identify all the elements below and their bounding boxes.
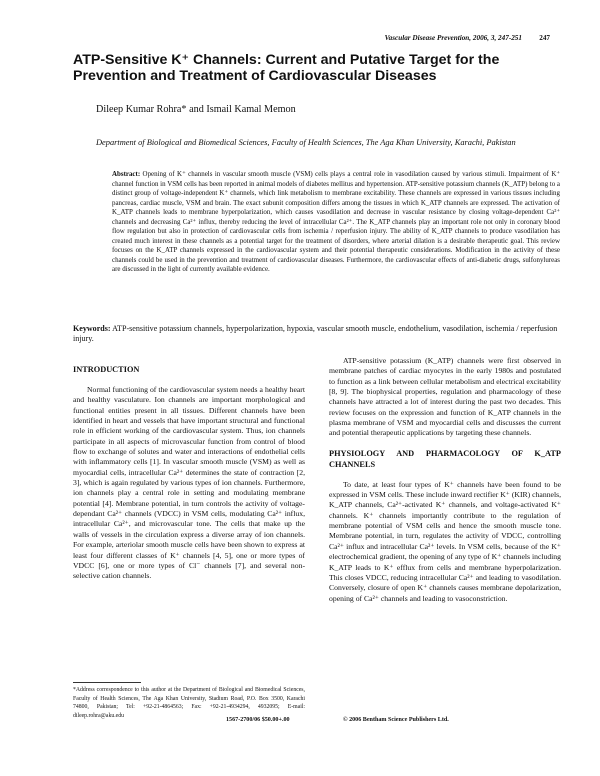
katp-intro-paragraph: ATP-sensitive potassium (K_ATP) channels were first observed in membrane patches of cardiac myocytes in the early 1980s and postulated to function as a link between cellular metabolism and electrical excitability [8, 9]. The biophysical properties, regulation and pharmacology of these channels have attracted a lot of interest during the past two decades. This review focuses on the expression and function of K_ATP channels in the plasma membrane of VSM and myocardial cells and discusses the current and potential therapeutic applications by targeting these channels.	[329, 356, 561, 438]
copyright-notice: © 2006 Bentham Science Publishers Ltd.	[343, 717, 449, 723]
author-list: Dileep Kumar Rohra* and Ismail Kamal Memon	[96, 104, 296, 115]
right-column	[329, 356, 561, 604]
journal-citation: Vascular Disease Prevention, 2006, 3, 247-251	[384, 34, 522, 42]
keywords-text: ATP-sensitive potassium channels, hyperpolarization, hypoxia, vascular smooth muscle, endothelium, vasodilation, ischemia / reperfusion injury.	[73, 324, 558, 344]
physiology-paragraph: To date, at least four types of K⁺ channels have been found to be expressed in VSM cells. These include inward rectifier K⁺ (KIR) channels, K_ATP channels, Ca²⁺-activated K⁺ channels, and voltage-activated K⁺ channels. K⁺ channels importantly contribute to the regulation of membrane potential of VSM cells and hence the smooth muscle tone. Membrane potential, in turn, regulates the activity of VDCC, controlling Ca²⁺ influx and intracellular Ca²⁺ levels. In VSM cells, because of the K⁺ electrochemical gradient, the opening of any type of K⁺ channels including K_ATP leads to K⁺ efflux from cells and membrane hyperpolarization. This closes VDCC, reducing intracellular Ca²⁺ and leading to vasodilation. Conversely, closure of open K⁺ channels causes membrane depolarization, opening of Ca²⁺ channels and leading to vasoconstriction.	[329, 479, 561, 603]
physiology-heading: PHYSIOLOGY AND PHARMACOLOGY OF K_ATP CHANNELS	[329, 448, 561, 469]
introduction-paragraph: Normal functioning of the cardiovascular system needs a healthy heart and healthy vasculature. Ion channels are important morphological and functional entities present in all tissues. Different channels have been identified in heart and vessels that have important structural and functional role in efficient working of the cardiovascular system. Thus, ion channels participate in all aspects of microvascular function from control of blood flow to exchange of solutes and water and interactions of endothelial cells with inflammatory cells [1]. In vascular smooth muscle (VSM) as well as myocardial cells, intracellular Ca²⁺ determines the state of contraction [2, 3], which is again regulated by various types of ion channels. Furthermore, ion channels play a central role in setting and modulating membrane potential [4]. Membrane potential, in turn controls the activity of voltage-dependant Ca²⁺ channels (VDCC) in VSM cells, modulating Ca²⁺ influx, intracellular Ca²⁺, and microvascular tone. The cells that make up the walls of vessels in the circulation express a diverse array of ion channels. For example, arteriolar smooth muscle cells have been shown to express at least four different classes of K⁺ channels [4, 5], one or more types of VDCC [6], one or more types of Cl⁻ channels [7], and several non-selective cation channels.	[73, 385, 305, 581]
page-number: 247	[539, 34, 550, 42]
left-column	[73, 356, 305, 582]
abstract-text: Opening of K⁺ channels in vascular smooth muscle (VSM) cells plays a central role in vasodilation caused by various stimuli. Impairment of K⁺ channel function in VSM cells has been reported in animal models of diabetes mellitus and hypertension. ATP-sensitive potassium channels (K_ATP) belong to a distinct group of voltage-independent K⁺ channels, which link metabolism to membrane excitability. These channels are expressed in various tissues including pancreas, cardiac muscle, VSM and brain. The exact subunit composition differs among the tissues in which K_ATP channels are expressed. The activation of K_ATP channels leads to membrane hyperpolarization, which causes vasodilation and decrease in vascular resistance by closing voltage-dependent Ca²⁺ channels and decreasing Ca²⁺ influx, thereby reducing the level of intracellular Ca²⁺. The K_ATP channels play an important role not only in coronary blood flow regulation but also in protection of cardiovascular cells from ischemia / reperfusion injury. The ability of K_ATP channels to produce vasodilation has created much interest in these channels as a potential target for the treatment of disorders, where arterial dilation is a desirable therapeutic goal. This review focuses on the K_ATP channels expressed in the cardiovascular system and their potential therapeutic considerations. Modification in the activity of these channels could be used in the prevention and treatment of cardiovascular diseases. Furthermore, the cardiovascular effects of anti-diabetic drugs, sulfonylureas are discussed in the light of currently available evidence.	[112, 170, 560, 274]
running-head	[0, 34, 600, 46]
footnote-divider	[73, 682, 141, 683]
article-title: ATP-Sensitive K⁺ Channels: Current and Putative Target for the Prevention and Treatment of Cardiovascular Diseases	[73, 52, 500, 84]
correspondence-footnote: *Address correspondence to this author at the Department of Biological and Biomedical Sciences, Faculty of Health Sciences, The Aga Khan University, Stadium Road, P.O. Box 3500, Karachi 74800, Pakistan; Tel: +92-21-4864563; Fax: +92-21-4934294, 4932095; E-mail: dileep.rohra@aku.edu	[73, 687, 305, 719]
keywords	[73, 324, 559, 345]
abstract	[112, 170, 560, 275]
introduction-heading: INTRODUCTION	[73, 365, 140, 374]
affiliation: Department of Biological and Biomedical Sciences, Faculty of Health Sciences, The Aga Khan University, Karachi, Pakistan	[96, 138, 516, 147]
issn-price: 1567-2700/06 $50.00+.00	[226, 717, 290, 723]
keywords-label: Keywords:	[73, 324, 111, 333]
abstract-label: Abstract:	[112, 170, 141, 178]
